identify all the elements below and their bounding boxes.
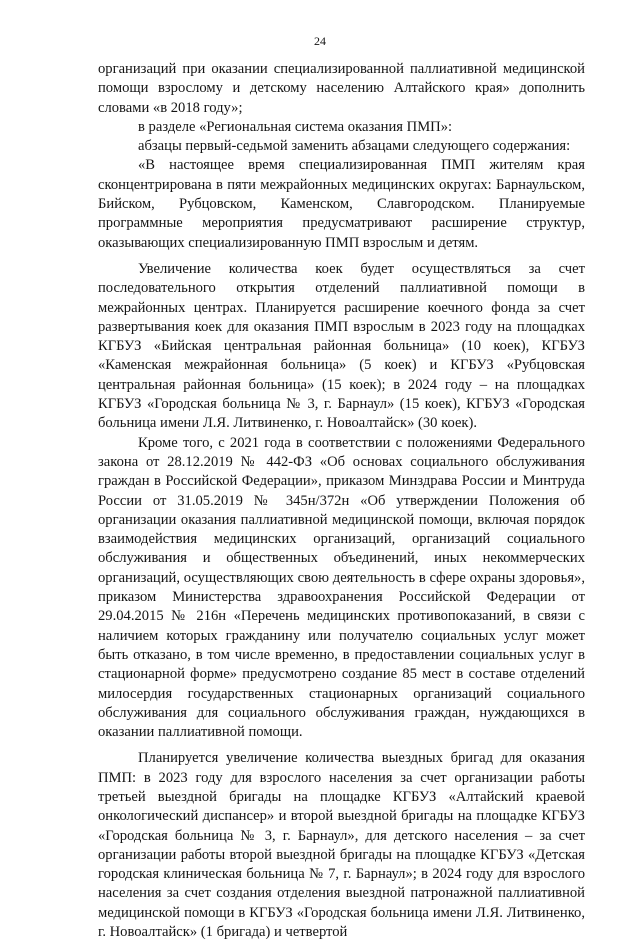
paragraph-continuation: организаций при оказании специализированной паллиативной медицинской помощи взрослому и детскому населению Алтайского края» дополнить словами «в 2018 году»; [98, 61, 585, 116]
paragraph-instruction: абзацы первый-седьмой заменить абзацами следующего содержания: [138, 138, 571, 155]
document-body [98, 60, 585, 942]
paragraph-bed-expansion: Увеличение количества коек будет осуществляться за счет последовательного открытия отделений паллиативной помощи в межрайонных центрах. Планируется расширение коечного фонда за счет развертывания коек для оказания ПМП взрослым в 2023 году на площадках КГБУЗ «Бийская центральная районная больница» (10 коек), КГБУЗ «Каменская межрайонная больница» (5 коек) и КГБУЗ «Рубцовская центральная районная больница» (15 коек); в 2024 году – на площадках КГБУЗ «Городская больница № 3, г. Барнаул» (15 коек), КГБУЗ «Городская больница имени Л.Я. Литвиненко, г. Новоалтайск» (30 коек). [98, 260, 585, 432]
paragraph-current-state: «В настоящее время специализированная ПМП жителям края сконцентрирована в пяти межрайонных медицинских округах: Барнаульском, Бийском, Рубцовском, Каменском, Славгородском. Планируемые программные мероприятия предусматривают расширение структур, оказывающих специализированную ПМП взрослым и детям. [98, 157, 585, 251]
paragraph-section-reference: в разделе «Региональная система оказания ПМП»: [138, 118, 453, 135]
paragraph-mobile-teams: Планируется увеличение количества выездных бригад для оказания ПМП: в 2023 году для взрослого населения за счет организации работы третьей выездной бригады на площадке КГБУЗ «Алтайский краевой онкологический диспансер» и второй выездной бригады на площадке КГБУЗ «Городская больница № 3, г. Барнаул», для детского населения – за счет организации работы второй выездной бригады на площадке КГБУЗ «Детская городская клиническая больница № 7, г. Барнаул»; в 2024 году для взрослого населения за счет создания отделения выездной патронажной паллиативной медицинской помощи в КГБУЗ «Городская больница имени Л.Я. Литвиненко, г. Новоалтайск» (1 бригада) и четвертой [98, 750, 585, 941]
page-number: 24 [314, 34, 326, 48]
paragraph-social-service: Кроме того, с 2021 года в соответствии с положениями Федерального закона от 28.12.2019 № 442-ФЗ «Об основах социального обслуживания граждан в Российской Федерации», приказом Минздрава России и Минтруда России от 31.05.2019 № 345н/372н «Об утверждении Положения об организации оказания паллиативной медицинской помощи, включая порядок взаимодействия медицинских организаций, организаций социального обслуживания и общественных объединений, иных некоммерческих организаций, осуществляющих свою деятельность в сфере охраны здоровья», приказом Министерства здравоохранения Российской Федерации от 29.04.2015 № 216н «Перечень медицинских противопоказаний, в связи с наличием которых гражданину или получателю социальных услуг может быть отказано, в том числе временно, в предоставлении социальных услуг в стационарной форме» предусмотрено создание 85 мест в составе отделений милосердия государственных стационарных организаций социального обслуживания для социального обслуживания граждан, нуждающихся в оказании паллиативной помощи. [98, 434, 585, 741]
